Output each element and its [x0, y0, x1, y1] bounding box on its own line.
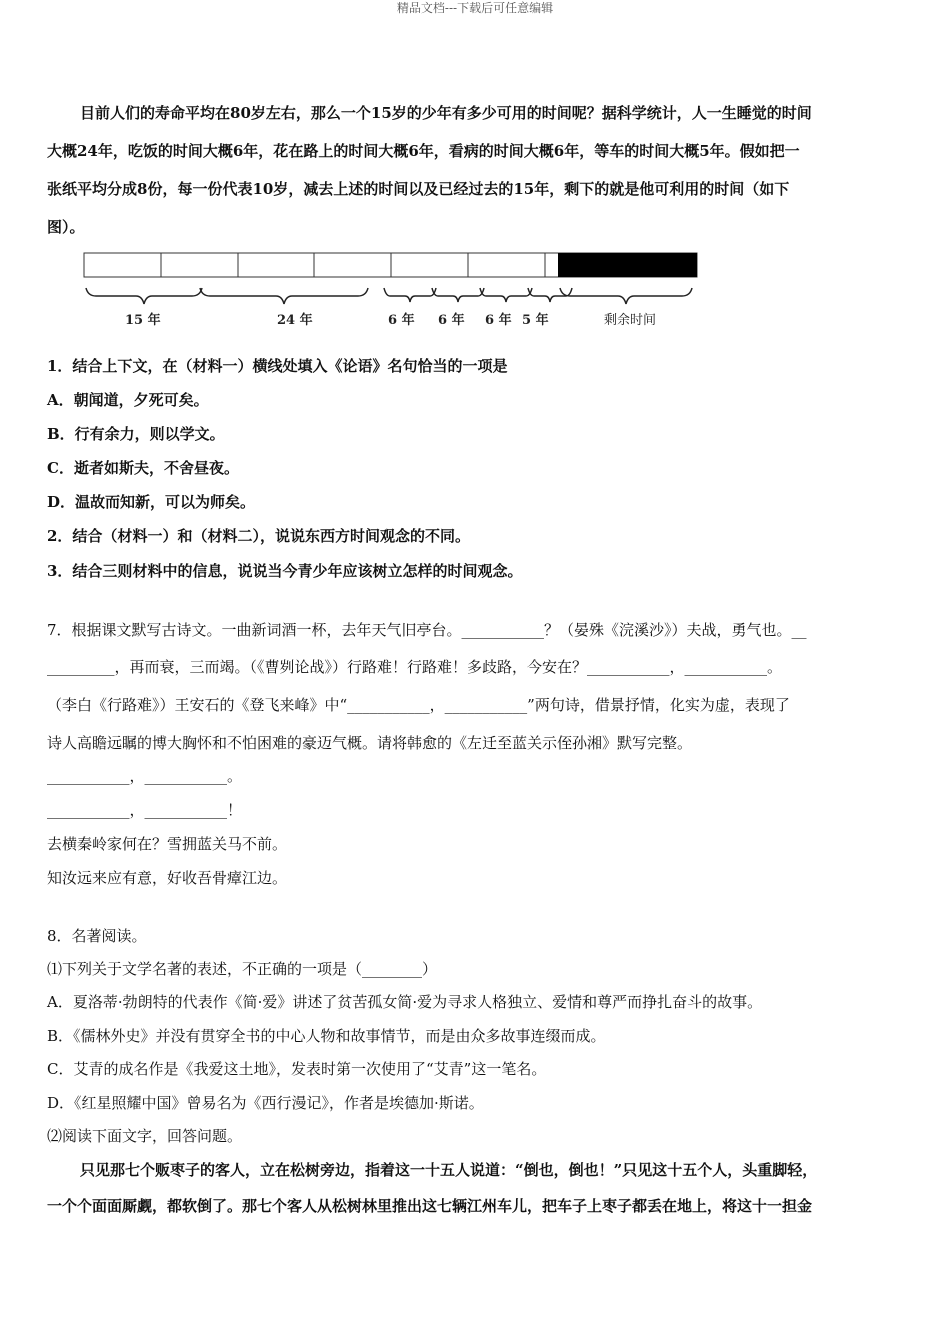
- intro-line-4: 图）。: [47, 218, 85, 236]
- timeline-braces: [86, 288, 692, 304]
- intro-line-3: 张纸平均分成8份，每一份代表10岁，减去上述的时间以及已经过去的15年，剩下的就是他可利用的时间（如下: [47, 180, 790, 198]
- label-5-years: 5 年: [522, 313, 549, 328]
- timeline-bar: [84, 253, 697, 277]
- label-6-years-a: 6 年: [388, 313, 415, 328]
- question-2: 2．结合（材料一）和（材料二），说说东西方时间观念的不同。: [47, 527, 470, 545]
- question-7-poem-line-4: 知汝远来应有意，好收吾骨瘴江边。: [47, 869, 288, 887]
- question-1-option-c: C．逝者如斯夫，不舍昼夜。: [47, 459, 239, 477]
- question-8-title: 8．名著阅读。: [47, 927, 147, 945]
- question-7-blank-1: ___________，___________。: [47, 767, 243, 785]
- question-7-blank-2: ___________，___________！: [47, 801, 243, 819]
- header-note: 精品文档---下载后可任意编辑: [396, 1, 554, 15]
- question-7-poem-line-3: 去横秦岭家何在？雪拥蓝关马不前。: [47, 835, 288, 853]
- question-3: 3．结合三则材料中的信息，说说当今青少年应该树立怎样的时间观念。: [47, 562, 523, 580]
- question-8-sub-1: ⑴下列关于文学名著的表述，不正确的一项是（________）: [47, 960, 438, 978]
- question-1-option-b: B．行有余力，则以学文。: [47, 425, 225, 443]
- question-8-option-b: B．《儒林外史》并没有贯穿全书的中心人物和故事情节，而是由众多故事连缀而成。: [47, 1027, 606, 1045]
- question-8-sub-2: ⑵阅读下面文字，回答问题。: [47, 1127, 243, 1145]
- intro-line-2: 大概24年，吃饭的时间大概6年，花在路上的时间大概6年，看病的时间大概6年，等车的时间大概5年。假如把一: [47, 142, 800, 160]
- question-8-option-a: A．夏洛蒂·勃朗特的代表作《简·爱》讲述了贫苦孤女简·爱为寻求人格独立、爱情和尊严而挣扎奋斗的故事。: [47, 993, 763, 1011]
- question-1-option-a: A．朝闻道，夕死可矣。: [47, 391, 209, 409]
- label-6-years-b: 6 年: [438, 313, 465, 328]
- life-timeline-diagram: [82, 250, 702, 332]
- question-8-option-c: C．艾青的成名作是《我爱这土地》，发表时第一次使用了“艾青”这一笔名。: [47, 1060, 547, 1078]
- question-7-line-2: _________，再而衰，三而竭。（《曹刿论战》）行路难！行路难！多歧路，今安在？___________，___________。: [47, 658, 783, 676]
- label-remaining-time: 剩余时间: [604, 313, 657, 328]
- intro-line-1: 目前人们的寿命平均在80岁左右，那么一个15岁的少年有多少可用的时间呢？据科学统计，人一生睡觉的时间: [80, 104, 812, 122]
- remaining-time-fill: [558, 253, 697, 277]
- question-1-option-d: D．温故而知新，可以为师矣。: [47, 493, 256, 511]
- label-15-years: 15 年: [125, 313, 161, 328]
- question-7-line-4: 诗人高瞻远瞩的博大胸怀和不怕困难的豪迈气概。请将韩愈的《左迁至蓝关示侄孙湘》默写完整。: [47, 734, 693, 752]
- label-6-years-c: 6 年: [485, 313, 512, 328]
- label-24-years: 24 年: [277, 313, 313, 328]
- question-7-line-1: 7．根据课文默写古诗文。一曲新词酒一杯，去年天气旧亭台。___________？（晏殊《浣溪沙》）夫战，勇气也。__: [47, 621, 807, 639]
- question-8-option-d: D．《红星照耀中国》曾易名为《西行漫记》，作者是埃德加·斯诺。: [47, 1094, 484, 1112]
- passage-line-2: 一个个面面厮觑，都软倒了。那七个客人从松树林里推出这七辆江州车儿，把车子上枣子都丢在地上，将这十一担金: [47, 1197, 813, 1215]
- passage-line-1: 只见那七个贩枣子的客人，立在松树旁边，指着这一十五人说道：“倒也，倒也！”只见这十五个人，头重脚轻，: [80, 1161, 818, 1179]
- question-1: 1．结合上下文，在（材料一）横线处填入《论语》名句恰当的一项是: [47, 357, 508, 375]
- question-7-line-3: （李白《行路难》）王安石的《登飞来峰》中“___________，___________”两句诗，借景抒情，化实为虚，表现了: [47, 696, 790, 714]
